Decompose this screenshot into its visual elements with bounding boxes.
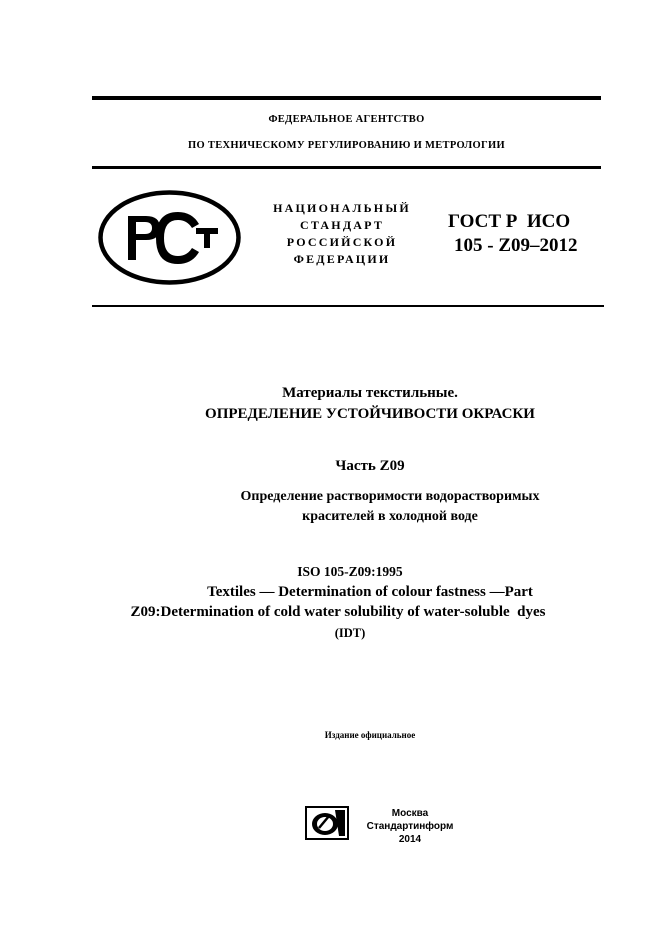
standartinform-logo-icon — [305, 806, 349, 840]
standard-number-line-1: ГОСТ Р ИСО — [448, 211, 571, 232]
publisher-block — [350, 807, 470, 846]
part-title: Часть Z09 — [335, 458, 405, 474]
standard-type-block — [268, 200, 416, 268]
standard-type-line: НАЦИОНАЛЬНЫЙ — [273, 201, 411, 215]
idt-label: (IDT) — [334, 626, 366, 640]
subtitle-line-1: Определение растворимости водорастворимых — [240, 489, 540, 504]
standard-type-line: СТАНДАРТ — [299, 218, 385, 232]
publisher-name: Стандартинформ — [366, 821, 454, 832]
agency-line-2: ПО ТЕХНИЧЕСКОМУ РЕГУЛИРОВАНИЮ И МЕТРОЛОГИИ — [188, 140, 505, 151]
publisher-year: 2014 — [398, 834, 422, 845]
standard-number-line-2: 105 - Z09–2012 — [454, 235, 578, 256]
standard-type-line: ФЕДЕРАЦИИ — [293, 252, 391, 266]
iso-title-line-2: Z09:Determination of cold water solubility of water-soluble dyes — [130, 604, 546, 620]
subtitle-line-2: красителей в холодной воде — [302, 509, 478, 524]
standard-type-line: РОССИЙСКОЙ — [286, 235, 398, 249]
edition-label: Издание официальное — [324, 730, 416, 740]
agency-line-1: ФЕДЕРАЛЬНОЕ АГЕНТСТВО — [268, 114, 425, 125]
title-line-2: ОПРЕДЕЛЕНИЕ УСТОЙЧИВОСТИ ОКРАСКИ — [205, 406, 535, 422]
header-rule — [92, 166, 601, 169]
title-line-1: Материалы текстильные. — [282, 385, 458, 401]
rst-logo-icon — [98, 190, 241, 285]
standard-rule — [92, 305, 604, 307]
iso-number: ISO 105-Z09:1995 — [297, 564, 403, 579]
iso-title-line-1: Textiles — Determination of colour fastness —Part — [207, 584, 533, 600]
top-rule — [92, 96, 601, 100]
publisher-city: Москва — [391, 808, 429, 819]
